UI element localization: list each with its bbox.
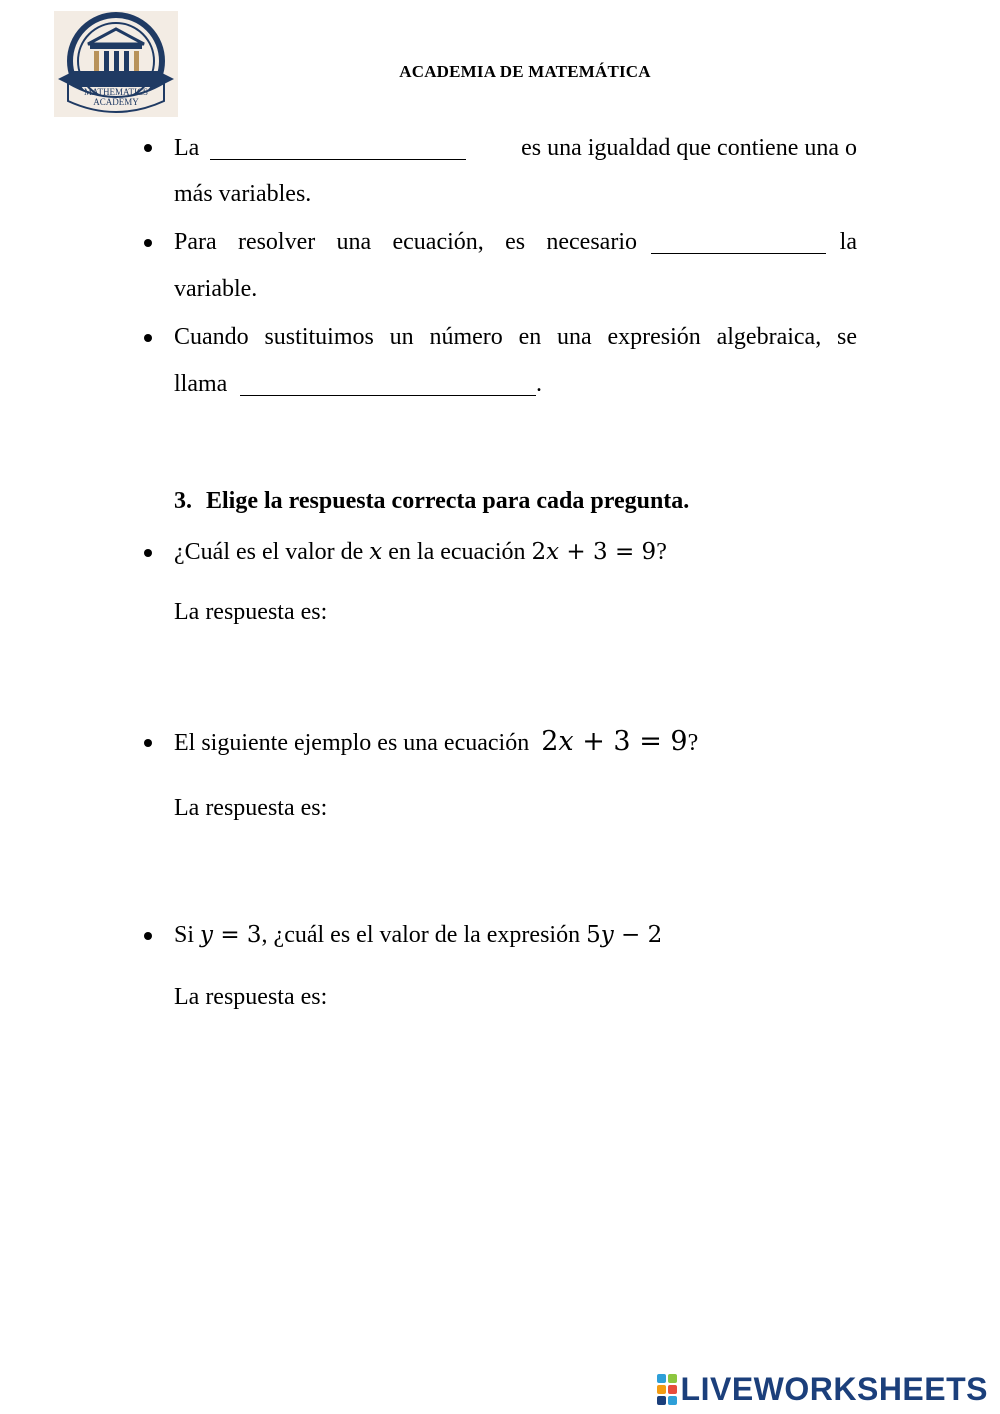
blank-input-3[interactable] bbox=[240, 395, 536, 396]
logo-text-2: ACADEMY bbox=[93, 97, 139, 107]
q3-text-b: , ¿cuál es el valor de la expresión bbox=[261, 922, 581, 948]
item1-text-a: La bbox=[174, 135, 200, 161]
q3-text-a: Si bbox=[174, 922, 195, 948]
item2-text-c: variable. bbox=[174, 276, 258, 302]
question-1 bbox=[174, 537, 857, 567]
item3-text-a: Cuando sustituimos un número en una expresión algebraica, se bbox=[174, 324, 857, 350]
item2-text-b: la bbox=[839, 229, 857, 255]
bullet-icon bbox=[144, 239, 152, 247]
answer-label-3: La respuesta es: bbox=[174, 984, 328, 1010]
bullet-icon bbox=[144, 739, 152, 747]
answer-label-1: La respuesta es: bbox=[174, 599, 328, 625]
item2-text-a: Para resolver una ecuación, es necesario bbox=[174, 229, 637, 255]
section-3-number: 3. bbox=[174, 488, 192, 514]
blank-input-2[interactable] bbox=[651, 253, 826, 254]
bullet-icon bbox=[144, 932, 152, 940]
q2-text-a: El siguiente ejemplo es una ecuación bbox=[174, 730, 530, 756]
question-3 bbox=[174, 920, 857, 950]
item1-text-b: es una igualdad que contiene una o bbox=[521, 135, 857, 161]
item3-text-c: . bbox=[536, 371, 542, 397]
bullet-icon bbox=[144, 144, 152, 152]
q2-equation: 2x + 3 = 9 bbox=[541, 726, 688, 757]
liveworksheets-brand bbox=[657, 1371, 988, 1408]
bullet-icon bbox=[144, 549, 152, 557]
q3-condition: y = 3 bbox=[200, 922, 262, 948]
answer-label-2: La respuesta es: bbox=[174, 795, 328, 821]
q1-var: x bbox=[369, 539, 383, 565]
blank-input-1[interactable] bbox=[210, 159, 466, 160]
section-3-title bbox=[174, 488, 689, 515]
item3-text-b: llama bbox=[174, 371, 228, 397]
q2-end: ? bbox=[687, 730, 699, 756]
q1-text-a: ¿Cuál es el valor de bbox=[174, 539, 364, 565]
section-3-heading: Elige la respuesta correcta para cada pregunta. bbox=[206, 488, 690, 514]
item1-text-c: más variables. bbox=[174, 181, 312, 207]
page-header-title: ACADEMIA DE MATEMÁTICA bbox=[399, 62, 651, 81]
logo-text-1: MATHEMATICS bbox=[83, 87, 149, 97]
liveworksheets-logo-icon bbox=[657, 1374, 677, 1405]
q3-expression: 5y − 2 bbox=[586, 922, 663, 948]
q1-text-b: en la ecuación bbox=[388, 539, 526, 565]
q1-end: ? bbox=[656, 539, 667, 565]
bullet-icon bbox=[144, 334, 152, 342]
question-2 bbox=[174, 727, 857, 758]
q1-equation: 2x + 3 = 9 bbox=[531, 539, 657, 565]
liveworksheets-text: LIVEWORKSHEETS bbox=[680, 1371, 988, 1407]
